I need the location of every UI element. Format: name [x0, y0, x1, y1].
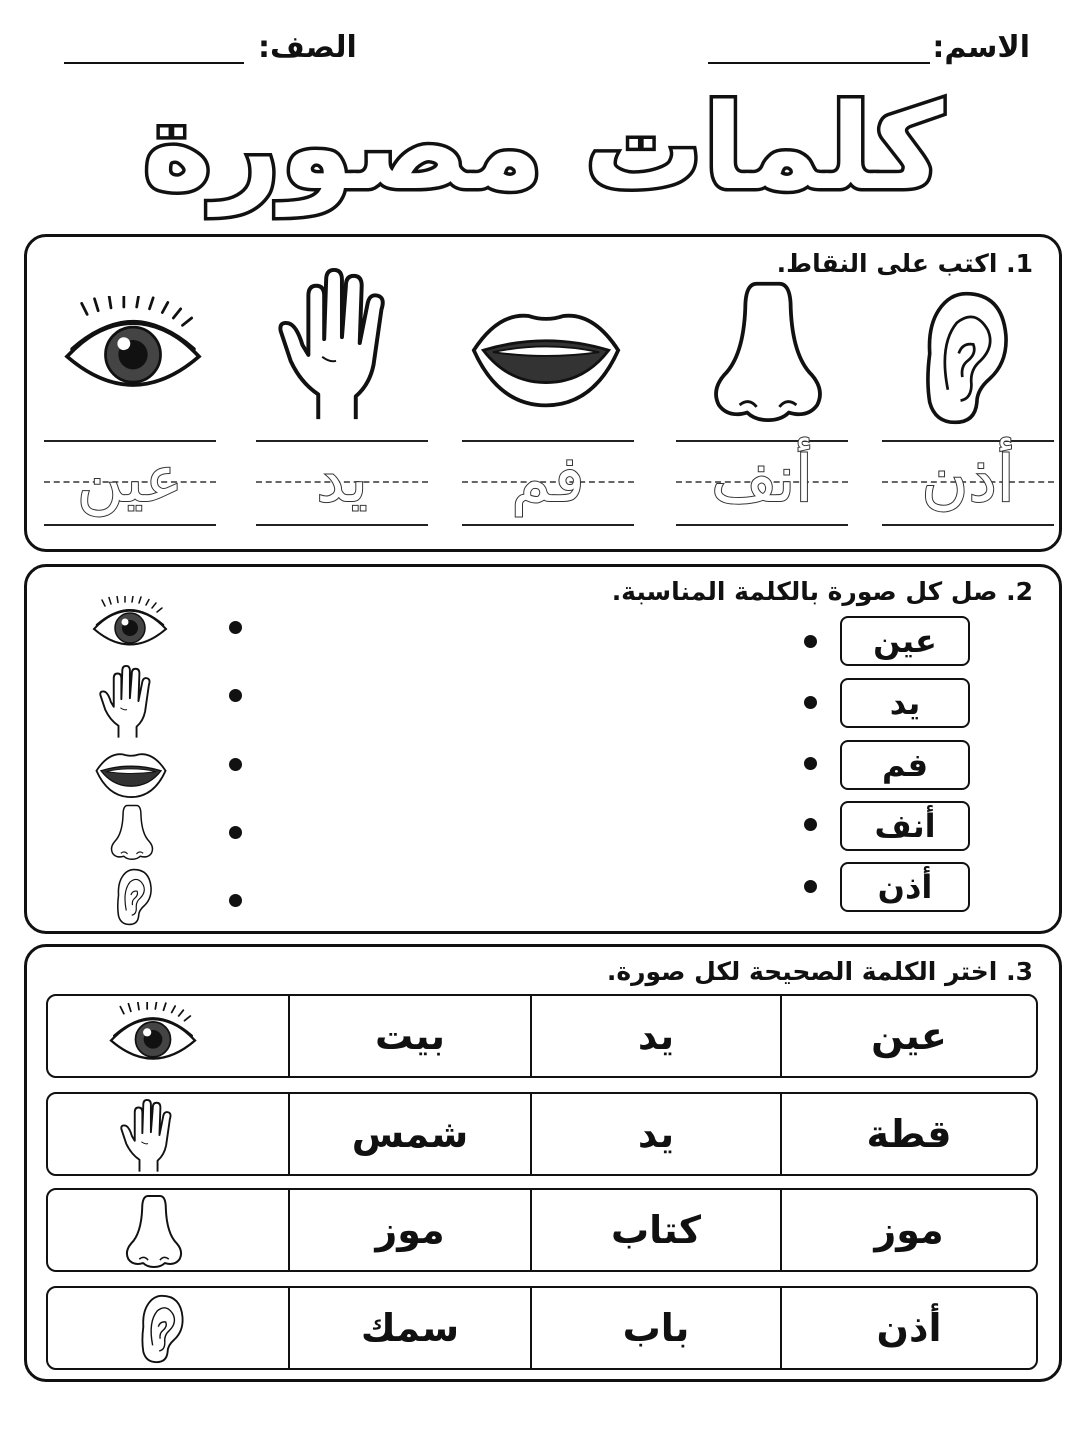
eye-icon [100, 1002, 206, 1072]
match-dot-right[interactable] [804, 880, 817, 893]
nose-icon [122, 1194, 186, 1268]
trace-slot-hand[interactable] [256, 440, 428, 526]
match-dot-right[interactable] [804, 696, 817, 709]
choice-option[interactable]: باب [530, 1288, 780, 1368]
choice-option[interactable]: يد [530, 996, 780, 1076]
choice-picture [48, 1288, 288, 1368]
match-dot-left[interactable] [229, 621, 242, 634]
name-label: الاسم: [932, 30, 1030, 65]
trace-word: يد [316, 443, 368, 517]
mouth-icon [90, 748, 172, 798]
match-word: عين [840, 616, 970, 666]
eye-icon [86, 596, 174, 656]
match-dot-left[interactable] [229, 826, 242, 839]
choice-picture [48, 996, 288, 1076]
match-dot-right[interactable] [804, 635, 817, 648]
choice-option[interactable]: موز [288, 1190, 530, 1270]
choice-option[interactable]: شمس [288, 1094, 530, 1174]
choice-picture [48, 1094, 288, 1174]
choice-option[interactable]: قطة [780, 1094, 1036, 1174]
match-word: يد [840, 678, 970, 728]
nose-icon [106, 804, 158, 860]
ear-icon [112, 868, 156, 926]
choice-option[interactable]: كتاب [530, 1190, 780, 1270]
class-field[interactable] [64, 62, 244, 64]
match-dot-left[interactable] [229, 689, 242, 702]
trace-slot-nose[interactable] [676, 440, 848, 526]
nose-icon [708, 280, 828, 422]
match-word: أنف [840, 801, 970, 851]
ear-icon [918, 290, 1014, 426]
trace-slot-mouth[interactable] [462, 440, 634, 526]
eye-icon [54, 296, 212, 406]
match-word: فم [840, 740, 970, 790]
class-label: الصف: [258, 30, 357, 65]
ear-icon [136, 1294, 188, 1364]
choice-option[interactable]: موز [780, 1190, 1036, 1270]
choice-option[interactable]: بيت [288, 996, 530, 1076]
choice-option[interactable]: يد [530, 1094, 780, 1174]
section-1-instruction: 1. اكتب على النقاط. [776, 249, 1033, 278]
match-dot-right[interactable] [804, 757, 817, 770]
choice-option[interactable]: أذن [780, 1288, 1036, 1368]
trace-slot-ear[interactable] [882, 440, 1054, 526]
match-dot-left[interactable] [229, 894, 242, 907]
match-word: أذن [840, 862, 970, 912]
section-3-instruction: 3. اختر الكلمة الصحيحة لكل صورة. [606, 957, 1033, 986]
section-2-instruction: 2. صل كل صورة بالكلمة المناسبة. [611, 577, 1033, 606]
choice-picture [48, 1190, 288, 1270]
match-dot-left[interactable] [229, 758, 242, 771]
hand-icon [114, 1098, 184, 1174]
choice-row [46, 1092, 1038, 1176]
page-title: كلمات مصورة [142, 78, 944, 216]
choice-row [46, 994, 1038, 1078]
trace-word: عين [76, 443, 184, 517]
trace-slot-eye[interactable] [44, 440, 216, 526]
trace-word: أذن [921, 443, 1015, 517]
hand-icon [276, 266, 400, 424]
hand-icon [94, 664, 162, 740]
name-field[interactable] [708, 62, 930, 64]
choice-option[interactable]: عين [780, 996, 1036, 1076]
mouth-icon [470, 300, 622, 410]
match-dot-right[interactable] [804, 818, 817, 831]
choice-option[interactable]: سمك [288, 1288, 530, 1368]
trace-word: أنف [711, 443, 813, 517]
trace-word: فم [511, 443, 585, 517]
choice-row [46, 1286, 1038, 1370]
choice-row [46, 1188, 1038, 1272]
